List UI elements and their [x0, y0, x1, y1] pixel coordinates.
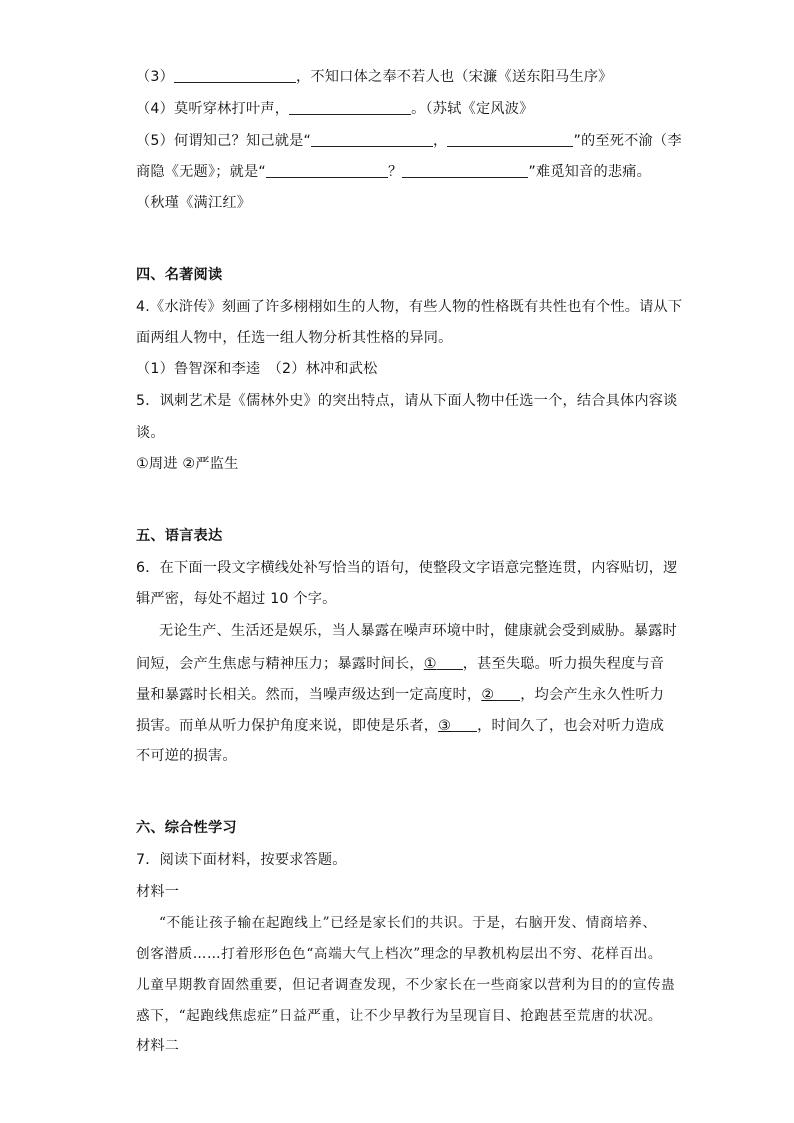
material-1-title: 材料一 — [136, 884, 180, 900]
answer-blank[interactable] — [266, 161, 388, 178]
passage-line-1: 无论生产、生活还是娱乐，当人暴露在噪声环境中时，健康就会受到威胁。暴露时 — [159, 623, 677, 639]
passage-line-2 — [136, 653, 664, 674]
question-5-options: ①周进 ②严监生 — [136, 456, 239, 472]
q3-line-5: （秋瑾《满江红》 — [136, 195, 252, 211]
q3-line-4 — [136, 161, 651, 182]
answer-blank[interactable] — [402, 161, 528, 178]
line-text: （4）莫听穿林打叶声， — [136, 101, 290, 117]
line-text: ，均会产生永久性听力 — [520, 687, 665, 703]
question-4-line-1: 4.《水浒传》刻画了许多栩栩如生的人物，有些人物的性格既有共性也有个性。请从下 — [136, 299, 683, 315]
blank-marker-2: ② — [481, 687, 495, 703]
material-1-line-2: 创客潜质……打着形形色色“高端大气上档次”理念的早教机构层出不穷、花样百出。 — [136, 946, 663, 962]
q3-line-1 — [136, 66, 613, 87]
line-text: 损害。而单从听力保护角度来说，即使是乐者， — [136, 718, 439, 734]
line-text: ， — [433, 133, 448, 149]
question-5-line-2: 谈。 — [136, 425, 165, 441]
answer-blank[interactable] — [447, 130, 573, 147]
blank-marker-1: ① — [423, 656, 437, 672]
section-heading-5: 五、语言表达 — [136, 528, 223, 544]
line-text: 量和暴露时长相关。然而，当噪声级达到一定高度时， — [136, 687, 482, 703]
passage-line-3 — [136, 684, 664, 705]
answer-blank[interactable] — [174, 66, 296, 83]
line-text: 间短，会产生焦虑与精神压力；暴露时间长， — [136, 656, 424, 672]
question-4-line-2: 面两组人物中，任选一组人物分析其性格的异同。 — [136, 330, 453, 346]
line-text: ，时间久了，也会对听力造成 — [477, 718, 665, 734]
answer-blank-3[interactable] — [451, 715, 477, 732]
blank-marker-3: ③ — [438, 718, 452, 734]
question-6-line-2: 辑严密，每处不超过 10 个字。 — [136, 591, 337, 607]
section-heading-6: 六、综合性学习 — [136, 820, 237, 836]
material-1-line-3: 儿童早期教育固然重要，但记者调查发现，不少家长在一些商家以营利为目的的宣传蛊 — [136, 977, 676, 993]
answer-blank[interactable] — [311, 130, 433, 147]
q3-line-2 — [136, 98, 534, 119]
line-text: ，不知口体之奉不若人也（宋濂《送东阳马生序》 — [296, 69, 613, 85]
line-text: ？ — [387, 164, 403, 180]
material-1-line-4: 惑下，“起跑线焦虑症”日益严重，让不少早教行为呈现盲目、抢跑甚至荒唐的状况。 — [136, 1008, 663, 1024]
answer-blank[interactable] — [289, 98, 411, 115]
material-2-title: 材料二 — [136, 1038, 180, 1054]
question-6-line-1: 6．在下面一段文字横线处补写恰当的语句，使整段文字语意完整连贯，内容贴切，逻 — [136, 560, 678, 576]
section-heading-4: 四、名著阅读 — [136, 267, 223, 283]
question-7: 7．阅读下面材料，按要求答题。 — [136, 852, 347, 868]
item-number: （3） — [136, 69, 175, 85]
material-1-line-1: “不能让孩子输在起跑线上”已经是家长们的共识。于是，右脑开发、情商培养、 — [159, 915, 657, 931]
line-text: ”难觅知音的悲痛。 — [528, 164, 651, 180]
answer-blank-2[interactable] — [494, 684, 520, 701]
question-5-line-1: 5．讽刺艺术是《儒林外史》的突出特点，请从下面人物中任选一个，结合具体内容谈 — [136, 393, 678, 409]
q3-line-3 — [136, 130, 682, 151]
question-4-options: （1）鲁智深和李逵 （2）林冲和武松 — [136, 361, 378, 377]
line-text: 。（苏轼《定风波》 — [411, 101, 534, 117]
passage-line-4 — [136, 715, 664, 736]
line-text: ”的至死不渝（李 — [573, 133, 682, 149]
line-text: ，甚至失聪。听力损失程度与音 — [462, 656, 665, 672]
answer-blank-1[interactable] — [437, 653, 463, 670]
line-text: （5）何谓知己？知己就是“ — [136, 133, 312, 149]
passage-line-5: 不可逆的损害。 — [136, 748, 237, 764]
line-text: 商隐《无题》；就是“ — [136, 164, 266, 180]
